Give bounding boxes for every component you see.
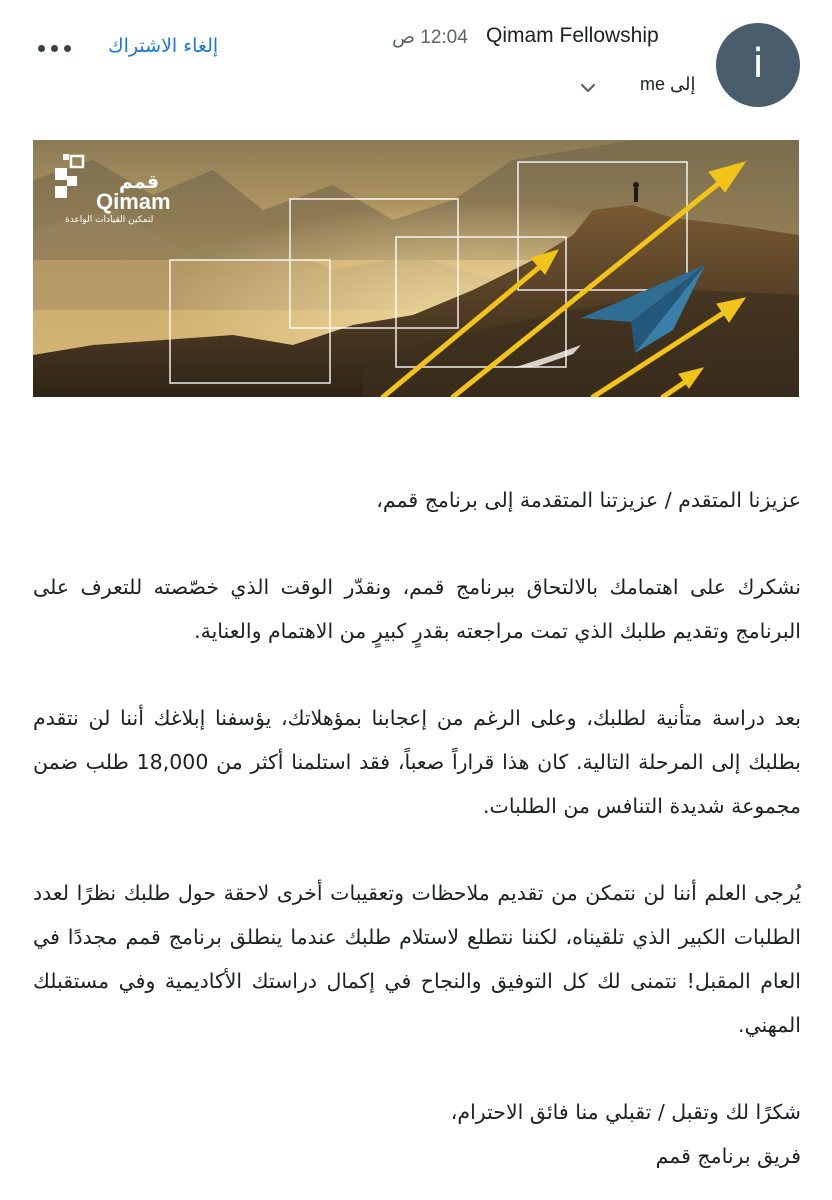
chevron-down-icon[interactable] — [577, 77, 599, 99]
signature: فريق برنامج قمم — [655, 1144, 801, 1168]
email-header — [0, 0, 832, 125]
logo-latin: Qimam — [96, 189, 171, 214]
unsubscribe-link[interactable]: إلغاء الاشتراك — [108, 35, 219, 57]
logo-tagline: لتمكين القيادات الواعدة — [65, 215, 154, 225]
avatar-letter: i — [752, 40, 764, 87]
closing: شكرًا لك وتقبل / تقبلي منا فائق الاحترام، — [450, 1100, 801, 1124]
timestamp: 12:04 ص — [392, 27, 468, 48]
paragraph-feedback: يُرجى العلم أننا لن نتمكن من تقديم ملاحظات وتعقيبات أخرى لاحقة حول طلبك نظرًا لعدد الطلبات الكبير الذي تلقيناه، لكننا نتطلع لاستلام طلبك عندما ينطلق برنامج قمم مجددًا في العام المقبل! نتمنى لك كل التوفيق والنجاح في إكمال دراستك الأكاديمية وفي مستقبلك المهني. — [33, 881, 801, 1037]
banner-image — [33, 140, 799, 397]
email-body — [33, 478, 801, 1178]
sender-name[interactable]: Qimam Fellowship — [486, 24, 659, 47]
recipient-label: إلى me — [640, 74, 696, 94]
logo-arabic: قمم — [119, 171, 160, 193]
paragraph-thanks: نشكرك على اهتمامك بالالتحاق ببرنامج قمم، ونقدّر الوقت الذي خصّصته للتعرف على البرنامج وتقديم طلبك الذي تمت مراجعته بقدرٍ كبيرٍ من الاهتمام والعناية. — [33, 575, 801, 643]
greeting: عزيزنا المتقدم / عزيزتنا المتقدمة إلى برنامج قمم، — [376, 488, 801, 512]
paragraph-decision: بعد دراسة متأنية لطلبك، وعلى الرغم من إعجابنا بمؤهلاتك، يؤسفنا إبلاغك أننا لن نتقدم بطلبك إلى المرحلة التالية. كان هذا قراراً صعباً، فقد استلمنا أكثر من 18,000 طلب ضمن مجموعة شديدة التنافس من الطلبات. — [33, 706, 801, 818]
more-options-icon[interactable] — [38, 38, 76, 58]
sender-avatar[interactable] — [716, 23, 800, 107]
